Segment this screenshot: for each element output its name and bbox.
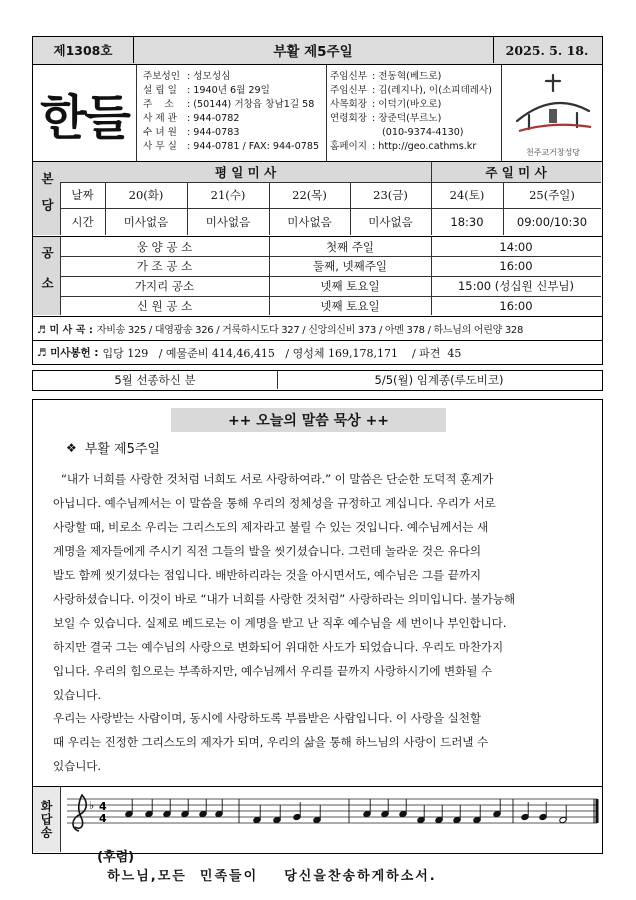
- gongso-name: 가 조 공 소: [136, 259, 193, 273]
- mass-day: 20(화): [128, 188, 164, 202]
- deceased-notice: [32, 370, 603, 391]
- gongso-name: 신 원 공 소: [136, 298, 193, 313]
- mass-day: 21(수): [210, 188, 246, 202]
- deceased-value: 5/5(월) 임계종(루도비코): [374, 373, 504, 387]
- meditation-paragraph-1: [53, 467, 593, 707]
- mass-time: 09:00/10:30: [516, 214, 588, 229]
- gongso-time: 14:00: [499, 239, 533, 254]
- date-row-label: 날짜: [71, 188, 94, 202]
- deceased-label: 5월 선종하신 분: [114, 373, 196, 387]
- masthead-name: 한들: [40, 89, 129, 146]
- treble-clef-icon: [73, 795, 86, 831]
- offering-label: ♬ 미사봉헌 :: [37, 347, 99, 359]
- text-line: 보일 수 있습니다. 실제로 베드로는 이 계명을 받고 난 직후 예수님을 세 번이나 부인합니다.: [53, 616, 507, 630]
- church-icon: [505, 69, 601, 145]
- parish-info-left: [143, 70, 323, 154]
- header-bar: [32, 36, 603, 65]
- info-row: (010-9374-4130): [382, 127, 464, 138]
- sunday-mass-header: 주 일 미 사: [431, 162, 601, 182]
- meditation-subtitle: ❖ 부활 제5주일: [66, 440, 160, 457]
- response-song-label: 화답송: [33, 787, 60, 852]
- parish-info-right: [330, 70, 500, 154]
- gongso-name: 웅 양 공 소: [136, 239, 193, 254]
- info-row: 연령회장 : 장준덕(부르노): [330, 113, 442, 124]
- mass-hymns-label: ♬ 미 사 곡 :: [37, 325, 93, 336]
- gongso-when: 둘째, 넷째주일: [313, 259, 387, 273]
- gongso-when: 넷째 토요일: [320, 298, 380, 313]
- info-row: 주 소 : (50144) 거창읍 창남1길 58: [143, 99, 315, 110]
- time-signature-bottom: 4: [99, 812, 107, 825]
- mass-day: 25(주일): [529, 188, 575, 202]
- weekday-mass-header: 평 일 미 사: [60, 162, 431, 182]
- offering-row: [32, 341, 603, 365]
- meditation-title: ++ 오늘의 말씀 묵상 ++: [171, 408, 446, 432]
- church-logo: [505, 69, 601, 159]
- gongso-table: [32, 237, 603, 317]
- meditation-box: [32, 399, 603, 786]
- text-line: “내가 너희를 사랑한 것처럼 너희도 서로 사랑하여라.” 이 말씀은 단순한 도덕적 훈계가: [61, 472, 494, 486]
- flat-sign-icon: ♭: [89, 799, 95, 812]
- mass-time: 미사없음: [368, 214, 413, 229]
- text-line: 있습니다.: [53, 759, 101, 773]
- masthead: [32, 65, 603, 162]
- mass-time: 미사없음: [123, 214, 169, 229]
- text-line: 사랑할 때, 비로소 우리는 그리스도의 제자라고 불릴 수 있는 것입니다. 예수님께서는 새: [53, 520, 489, 534]
- mass-hymns-row: [32, 317, 603, 341]
- mass-table: [32, 162, 603, 237]
- logo-caption: 천주교거창성당: [525, 148, 581, 157]
- mass-day: 24(토): [449, 188, 485, 202]
- text-line: 있습니다.: [53, 688, 101, 702]
- info-row: 사 제 관 : 944-0782: [143, 113, 240, 124]
- gongso-time: 16:00: [499, 259, 533, 273]
- gongso-time: 16:00: [499, 298, 533, 313]
- info-row: 홈페이지 : http://geo.cathms.kr: [330, 141, 477, 152]
- text-line: 입니다. 우리의 힘으로는 부족하지만, 예수님께서 우리를 끝까지 사랑하시기에 변화될 수: [53, 664, 493, 678]
- diamond-bullet-icon: ❖: [66, 440, 77, 455]
- text-line: 하지만 결국 그는 예수님의 사랑으로 변화되어 위대한 사도가 되었습니다. 우리도 마찬가지: [53, 640, 504, 654]
- mass-hymns-text: 자비송 325 / 대영광송 326 / 거룩하시도다 327 / 신앙의신비 373 / 아멘 378 / 하느님의 어린양 328: [96, 325, 524, 336]
- gongso-when: 넷째 토요일: [320, 279, 380, 293]
- offering-text: 입당 129 / 예물준비 414,46,415 / 영성체 169,178,171 / 파견 45: [102, 346, 462, 360]
- info-row: 사목회장 : 이덕기(바오로): [330, 99, 442, 110]
- gongso-time: 15:00 (성십원 신부님): [457, 279, 575, 293]
- info-row: 주임신부 : 김(레지나), 이(소피데레사): [330, 85, 493, 96]
- page-title: 부활 제5주일: [273, 44, 353, 60]
- text-line: 아닙니다. 예수님께서는 이 말씀을 통해 우리의 정체성을 규정하고 계십니다. 우리가 서로: [53, 496, 496, 510]
- text-line: 사랑하셨습니다. 이것이 바로 “내가 너희를 사랑한 것처럼” 사랑하라는 의미입니다. 불가능해: [53, 592, 515, 606]
- music-staff: [67, 791, 599, 833]
- response-song: [32, 786, 603, 884]
- text-line: 우리는 사랑받는 사람이며, 동시에 사랑하도록 부름받은 사람입니다. 이 사랑을 실천할: [53, 711, 481, 725]
- response-song-lyrics: (후렴) 하느님,모든 민족들이 당신을찬송하게하소서.: [97, 850, 437, 884]
- text-line: 계명을 제자들에게 주시기 직전 그들의 발을 씻기셨습니다. 그런데 놀라운 것은 유다의: [53, 544, 481, 558]
- mass-time: 미사없음: [287, 214, 332, 229]
- mass-time: 18:30: [450, 214, 484, 229]
- issue-date: 2025. 5. 18.: [505, 42, 589, 58]
- info-row: 수 녀 원 : 944-0783: [143, 127, 240, 138]
- mass-time: 미사없음: [205, 214, 251, 229]
- text-line: 때 우리는 진정한 그리스도의 제자가 되며, 우리의 삶을 통해 하느님의 사랑이 드러낼 수: [53, 735, 489, 749]
- gongso-name: 가지리 공소: [134, 279, 195, 293]
- parish-side-label: 본당: [33, 162, 60, 235]
- info-row: 설 립 일 : 1940년 6월 29일: [143, 85, 270, 96]
- info-row: 주보성인 : 성모성심: [143, 71, 231, 82]
- time-row-label: 시간: [71, 214, 94, 229]
- issue-number: 제1308호: [53, 43, 113, 58]
- text-line: 발도 함께 씻기셨다는 점입니다. 배반하리라는 것을 아시면서도, 예수님은 그를 끝까지: [53, 568, 481, 582]
- meditation-paragraph-2: [53, 706, 593, 778]
- mass-day: 23(금): [373, 188, 408, 202]
- info-row: 주임신부 : 전동혁(베드로): [330, 71, 442, 82]
- time-signature-top: 4: [99, 800, 107, 813]
- gongso-when: 첫째 주일: [325, 239, 375, 254]
- gongso-side-label: 공소: [33, 237, 60, 315]
- mass-day: 22(목): [292, 188, 327, 202]
- info-row: 사 무 실 : 944-0781 / FAX: 944-0785: [143, 141, 320, 152]
